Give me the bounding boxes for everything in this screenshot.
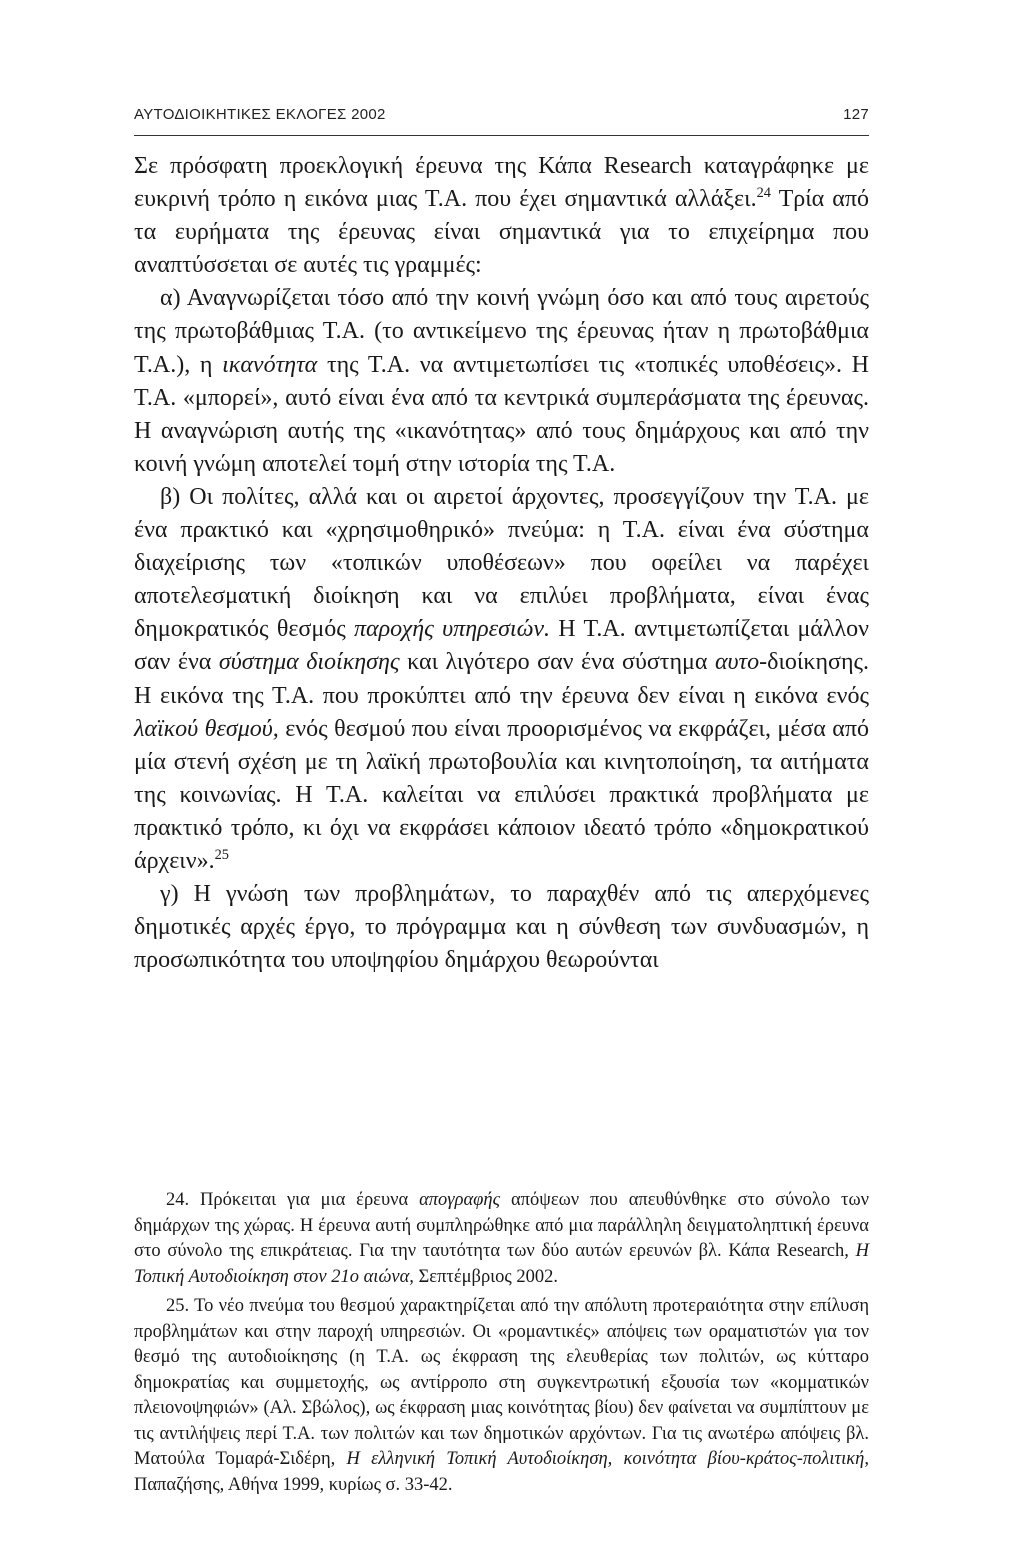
text-run: α) Αναγνωρίζεται τόσο από την κοινή γνώμη όσο και από τους αιρετούς της πρωτοβάθμιας Τ.Α. (το αντικείμενο της έρευνας ήταν η πρωτοβάθμια Τ.Α.), η [134, 285, 869, 378]
text-run: Σε πρόσφατη προεκλογική έρευνα της Κάπα Research καταγράφηκε με ευκρινή τρόπο η εικόνα μιας Τ.Α. που έχει σημαντικά αλλάξει. [134, 153, 869, 213]
text-run: 24. Πρόκειται για μια έρευνα [166, 1190, 420, 1210]
text-run: -διοίκησης. Η εικόνα της Τ.Α. που προκύπτει από την έρευνα δεν είναι η εικόνα ενός [134, 649, 869, 709]
citation-title: Η ελληνική Τοπική Αυτοδιοίκηση, κοινότητα βίου-κράτος-πολιτική, [346, 1449, 869, 1469]
emphasis: λαϊκού θεσμού, [134, 715, 279, 742]
paragraph-point-b [134, 481, 869, 878]
text-run: της Τ.Α. να αντιμετωπίσει τις «τοπικές υποθέσεις». Η Τ.Α. «μπορεί», αυτό είναι ένα από τα κεντρικά συμπεράσματα της έρευνας. Η αναγνώριση αυτής της «ικανότητας» από τους δημάρχους και από την κοινή γνώμη αποτελεί τομή στην ιστορία της Τ.Α. [134, 351, 869, 477]
header-rule [134, 135, 869, 136]
text-run: Παπαζήσης, Αθήνα 1999, κυρίως σ. 33-42. [134, 1474, 453, 1495]
text-run: 25. Το νέο πνεύμα του θεσμού χαρακτηρίζεται από την απόλυτη προτεραιότητα στην επίλυση προβλημάτων και στην παροχή υπηρεσιών. Οι «ρομαντικές» απόψεις των οραματιστών για τον θεσμό της αυτοδιοίκησης (η Τ.Α. ως έκφραση της ελευθερίας των πολιτών, ως κύτταρο δημοκρατίας και συμμετοχής, ως αντίρροπο στη συγκεντρωτική εξουσία των «κομματικών πλειονοψηφιών» (Αλ. Σβώλος), ως έκφραση μιας κοινότητας βίου) δεν φαίνεται να συμπίπτουν με τις αντιλήψεις περί Τ.Α. των πολιτών και των δημοτικών αρχόντων. Για τις ανωτέρω απόψεις βλ. Ματούλα Τομαρά-Σιδέρη, [134, 1296, 869, 1469]
footnote-24 [134, 1188, 869, 1290]
footnote-ref-25[interactable]: 25 [214, 846, 229, 863]
emphasis: σύστημα διοίκησης [218, 649, 400, 676]
text-run: Σεπτέμβριος 2002. [413, 1266, 558, 1287]
citation-title: Η Τοπική Αυτοδιοίκηση στον 21ο αιώνα, [134, 1241, 869, 1287]
emphasis: ικανότητα [222, 351, 318, 378]
paragraph-point-c [134, 878, 869, 977]
text-run: και λιγότερο σαν ένα σύστημα [399, 649, 715, 676]
paragraph-intro [134, 150, 869, 282]
text-run: ενός θεσμού που είναι προορισμένος να εκφράζει, μέσα από μία στενή σχέση με τη λαϊκή πρωτοβουλία και κινητοποίηση, τα αιτήματα της κοινωνίας. Η Τ.Α. καλείται να επιλύσει πρακτικά προβλήματα με πρακτικό τρόπο, κι όχι να εκφράσει κάποιον ιδεατό τρόπο «δημοκρατικού άρχειν». [134, 715, 869, 874]
text-run: γ) Η γνώση των προβλημάτων, το παραχθέν από τις απερχόμενες δημοτικές αρχές έργο, το πρόγραμμα και η σύνθεση των συνδυασμών, η προσωπικότητα του υποψηφίου δημάρχου θεωρούνται [134, 881, 869, 974]
running-header [134, 106, 869, 123]
text-run: Η Τ.Α. αντιμετωπίζεται μάλλον σαν ένα [134, 616, 870, 676]
paragraph-point-a [134, 282, 869, 481]
footnotes [134, 1188, 869, 1502]
running-title: ΑΥΤΟΔΙΟΙΚΗΤΙΚΕΣ ΕΚΛΟΓΕΣ 2002 [134, 106, 386, 123]
text-run: Τρία από τα ευρήματα της έρευνας είναι σημαντικά για το επιχείρημα που αναπτύσσεται σε αυτές τις γραμμές: [134, 186, 869, 279]
text-run: β) Οι πολίτες, αλλά και οι αιρετοί άρχοντες, προσεγγίζουν την Τ.Α. με ένα πρακτικό και «χρησιμοθηρικό» πνεύμα: η Τ.Α. είναι ένα σύστημα διαχείρισης των «τοπικών υποθέσεων» που οφείλει να παρέχει αποτελεσματική διοίκηση και να επιλύει προβλήματα, είναι ένας δημοκρατικός θεσμός [134, 483, 869, 643]
text-run: απόψεων που απευθύνθηκε στο σύνολο των δημάρχων της χώρας. Η έρευνα αυτή συμπληρώθηκε από μια παράλληλη δειγματοληπτική έρευνα στο σύνολο της επικράτειας. Για την ταυτότητα των δύο αυτών ερευνών βλ. Κάπα Research, [134, 1190, 869, 1261]
page-number: 127 [843, 106, 869, 123]
main-text [134, 150, 869, 977]
emphasis: απογραφής [419, 1190, 501, 1210]
footnote-25 [134, 1294, 869, 1498]
emphasis: παροχής υπηρεσιών. [354, 616, 550, 643]
footnote-ref-24[interactable]: 24 [756, 185, 771, 202]
emphasis: αυτο [714, 649, 760, 676]
